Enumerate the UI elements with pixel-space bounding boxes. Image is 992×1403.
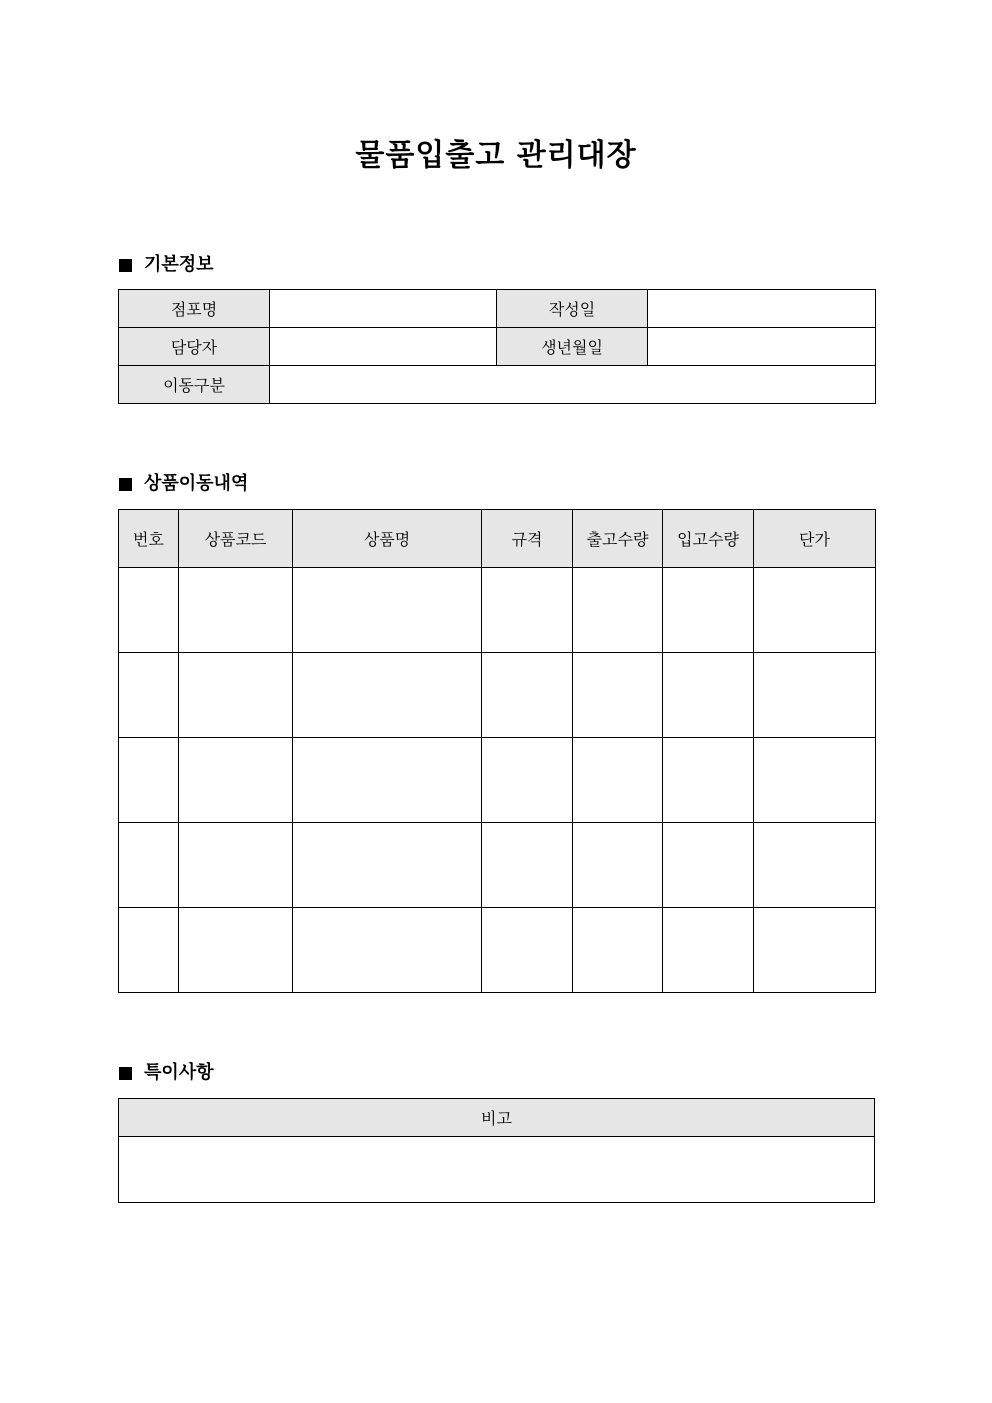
section-heading-label: 특이사항 <box>144 1062 214 1083</box>
section-heading-remarks <box>119 1061 214 1085</box>
table-cell[interactable] <box>482 568 573 653</box>
column-header-product-code: 상품코드 <box>179 510 293 568</box>
manager-field[interactable] <box>270 328 497 366</box>
table-row <box>119 823 876 908</box>
table-cell[interactable] <box>754 653 876 738</box>
basic-info-table <box>118 289 876 404</box>
table-cell[interactable] <box>293 908 482 993</box>
table-row <box>119 568 876 653</box>
basic-info-row <box>119 290 876 328</box>
table-cell[interactable] <box>482 823 573 908</box>
move-type-field[interactable] <box>270 366 876 404</box>
store-name-field[interactable] <box>270 290 497 328</box>
table-cell[interactable] <box>293 738 482 823</box>
store-name-label: 점포명 <box>119 290 270 328</box>
movement-table <box>118 509 876 993</box>
table-cell[interactable] <box>119 908 179 993</box>
table-cell[interactable] <box>754 568 876 653</box>
table-row <box>119 908 876 993</box>
document-title: 물품입출고 관리대장 <box>355 138 637 173</box>
column-header-number: 번호 <box>119 510 179 568</box>
table-cell[interactable] <box>179 568 293 653</box>
table-cell[interactable] <box>119 653 179 738</box>
square-bullet-icon <box>119 478 132 491</box>
table-row <box>119 738 876 823</box>
table-cell[interactable] <box>754 908 876 993</box>
table-cell[interactable] <box>573 653 663 738</box>
table-row <box>119 653 876 738</box>
table-cell[interactable] <box>293 568 482 653</box>
date-written-field[interactable] <box>648 290 876 328</box>
table-cell[interactable] <box>119 823 179 908</box>
basic-info-row <box>119 328 876 366</box>
table-cell[interactable] <box>293 823 482 908</box>
basic-info-row <box>119 366 876 404</box>
section-heading-movement <box>119 472 248 496</box>
table-cell[interactable] <box>663 908 754 993</box>
table-cell[interactable] <box>119 568 179 653</box>
table-cell[interactable] <box>663 738 754 823</box>
column-header-product-name: 상품명 <box>293 510 482 568</box>
table-cell[interactable] <box>179 653 293 738</box>
move-type-label: 이동구분 <box>119 366 270 404</box>
table-cell[interactable] <box>179 908 293 993</box>
table-cell[interactable] <box>482 908 573 993</box>
manager-label: 담당자 <box>119 328 270 366</box>
square-bullet-icon <box>119 259 132 272</box>
table-cell[interactable] <box>573 568 663 653</box>
birth-date-label: 생년월일 <box>497 328 648 366</box>
table-cell[interactable] <box>663 653 754 738</box>
remarks-header-row <box>119 1099 875 1137</box>
table-cell[interactable] <box>179 738 293 823</box>
column-header-spec: 규격 <box>482 510 573 568</box>
table-cell[interactable] <box>573 738 663 823</box>
square-bullet-icon <box>119 1067 132 1080</box>
table-cell[interactable] <box>179 823 293 908</box>
table-cell[interactable] <box>663 568 754 653</box>
section-heading-label: 기본정보 <box>144 254 214 275</box>
table-cell[interactable] <box>573 823 663 908</box>
column-header-unit-price: 단가 <box>754 510 876 568</box>
remarks-table <box>118 1098 875 1203</box>
remarks-header: 비고 <box>119 1099 875 1137</box>
remarks-field[interactable] <box>119 1137 875 1203</box>
remarks-body-row <box>119 1137 875 1203</box>
table-cell[interactable] <box>293 653 482 738</box>
table-cell[interactable] <box>663 823 754 908</box>
table-cell[interactable] <box>754 738 876 823</box>
table-cell[interactable] <box>754 823 876 908</box>
date-written-label: 작성일 <box>497 290 648 328</box>
column-header-outgoing-qty: 출고수량 <box>573 510 663 568</box>
table-cell[interactable] <box>573 908 663 993</box>
birth-date-field[interactable] <box>648 328 876 366</box>
section-heading-basic-info <box>119 253 214 277</box>
table-cell[interactable] <box>119 738 179 823</box>
table-cell[interactable] <box>482 653 573 738</box>
table-header-row <box>119 510 876 568</box>
table-cell[interactable] <box>482 738 573 823</box>
column-header-incoming-qty: 입고수량 <box>663 510 754 568</box>
section-heading-label: 상품이동내역 <box>144 473 249 494</box>
